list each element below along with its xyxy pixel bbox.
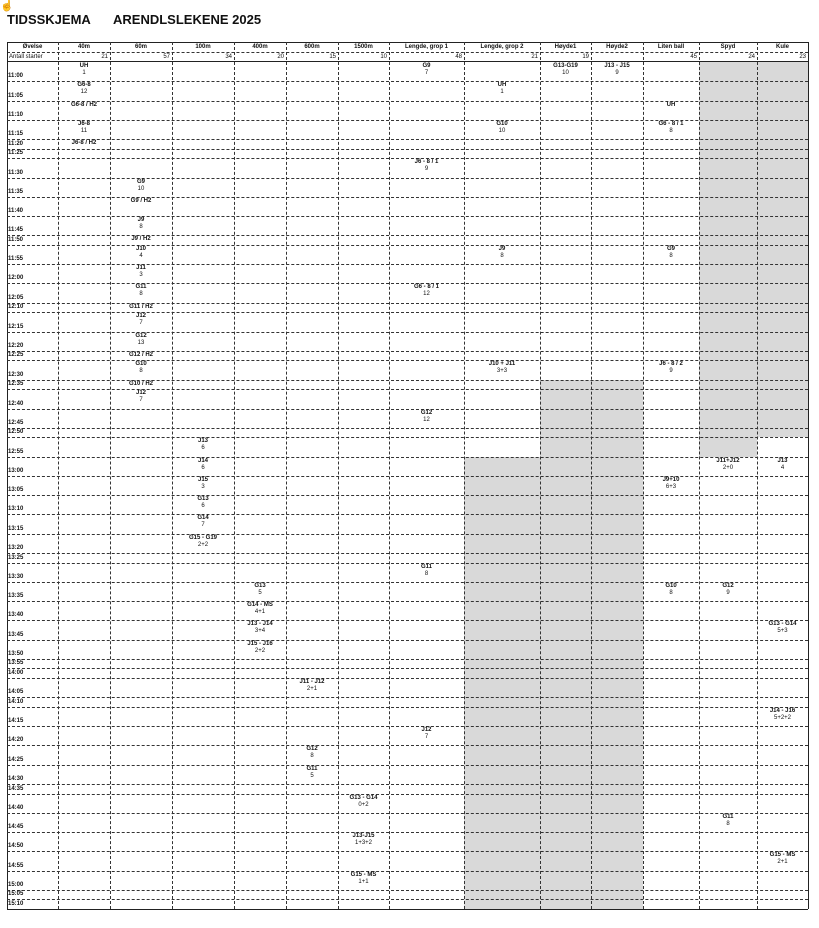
event-count: 8 <box>726 820 730 827</box>
header-row-label: Øvelse <box>22 44 43 50</box>
time-label: 11:30 <box>8 169 24 176</box>
event-count: 9 <box>726 589 730 596</box>
column-header: 40m <box>77 44 90 50</box>
event-count: 12 <box>423 416 430 423</box>
row-divider <box>7 707 808 708</box>
event-group: G11 <box>420 563 432 570</box>
time-label: 14:35 <box>8 785 24 792</box>
cursor-icon: ☝ <box>0 0 14 12</box>
event-count: 11 <box>80 127 88 134</box>
starter-count: 21 <box>101 54 108 60</box>
event-cell <box>110 304 172 311</box>
event-count: 10 <box>498 127 506 134</box>
event-cell <box>699 814 757 828</box>
time-label: 12:30 <box>8 371 24 378</box>
page-title: TIDSSKJEMA <box>7 12 91 27</box>
event-count: 9 <box>615 70 619 76</box>
time-label: 13:25 <box>8 554 24 561</box>
row-divider <box>7 534 808 535</box>
event-count: 1 <box>82 70 86 76</box>
time-label: 13:45 <box>8 631 24 638</box>
event-count: 6+3 <box>665 483 677 490</box>
starter-count: 48 <box>455 54 462 60</box>
event-group: G13 - G14 <box>349 794 378 801</box>
event-group: G11 / H2 <box>129 303 153 310</box>
event-group: G10 / H2 <box>128 380 153 387</box>
event-count: 8 <box>669 589 673 596</box>
time-label: 12:10 <box>8 304 24 311</box>
event-cell <box>172 496 234 510</box>
event-group: G15 - MS <box>769 852 796 859</box>
event-cell <box>643 361 699 375</box>
event-cell <box>757 708 808 722</box>
row-divider <box>7 81 808 82</box>
column-header: 100m <box>195 44 211 50</box>
event-cell <box>172 535 234 549</box>
event-count: 6 <box>201 445 205 452</box>
starter-count: 19 <box>582 54 589 60</box>
row-divider <box>7 890 808 891</box>
row-divider <box>7 139 808 140</box>
event-group: J11 <box>136 265 146 272</box>
time-label: 15:10 <box>8 901 24 907</box>
row-divider <box>7 428 808 429</box>
event-cell <box>464 121 540 135</box>
event-group: J6 - 8 / 2 <box>659 361 683 368</box>
event-cell <box>110 352 172 359</box>
event-cell <box>389 284 464 298</box>
event-group: G12 <box>306 746 318 753</box>
event-cell <box>234 583 286 597</box>
column-header: 1500m <box>354 44 373 50</box>
event-cell <box>58 63 110 77</box>
event-group: J13 <box>197 438 208 445</box>
time-label: 12:05 <box>8 294 24 301</box>
event-count: 5+3 <box>777 628 788 635</box>
row-divider <box>7 457 808 458</box>
time-label: 13:35 <box>8 593 24 599</box>
event-cell <box>58 121 110 135</box>
time-label: 14:00 <box>8 670 24 676</box>
event-group: G9 <box>422 63 431 69</box>
event-cell <box>110 217 172 231</box>
event-cell <box>172 438 234 452</box>
row-divider <box>7 784 808 785</box>
event-group: G13-G19 <box>553 63 578 69</box>
event-group: J14 - J16 <box>769 707 796 714</box>
event-cell <box>286 679 338 693</box>
event-count: 9 <box>669 368 673 375</box>
time-label: 14:45 <box>8 824 24 830</box>
event-group: J15 - J16 <box>247 640 273 647</box>
event-group: G9 / H2 <box>130 197 152 204</box>
column-header: Liten ball <box>657 44 685 50</box>
event-group: G14 <box>197 515 209 522</box>
starter-count: 10 <box>380 54 387 60</box>
event-cell <box>110 179 172 193</box>
event-group: J14 <box>197 457 208 464</box>
event-group: J12 <box>135 313 146 320</box>
time-label: 14:25 <box>8 756 24 763</box>
time-label: 12:15 <box>8 323 24 330</box>
event-group: J15 <box>197 476 208 483</box>
event-cell <box>464 361 540 375</box>
starter-count: 21 <box>531 54 538 60</box>
row-divider <box>7 437 808 438</box>
event-count: 7 <box>424 734 429 741</box>
time-label: 11:15 <box>8 131 24 137</box>
event-cell <box>172 458 234 472</box>
event-group: J6 - 8 / 1 <box>414 159 439 166</box>
event-count: 7 <box>201 522 205 529</box>
shaded-cell <box>464 457 540 909</box>
column-header: Høyde2 <box>606 44 628 50</box>
event-count: 6 <box>201 464 205 471</box>
row-divider <box>7 640 808 641</box>
event-count: 6 <box>201 503 205 510</box>
event-cell <box>234 602 286 616</box>
event-group: G9 <box>136 178 145 185</box>
event-cell <box>757 621 808 635</box>
starter-count: 24 <box>748 54 755 60</box>
time-label: 11:45 <box>8 227 24 234</box>
event-count: 3+4 <box>254 628 266 635</box>
time-label: 13:05 <box>8 487 24 494</box>
shaded-cell <box>540 380 591 909</box>
event-cell <box>110 313 172 327</box>
column-header: Kule <box>775 44 789 50</box>
row-divider <box>7 697 808 698</box>
event-cell <box>234 621 286 635</box>
event-group: G6-8 <box>77 82 91 89</box>
event-cell <box>643 583 699 597</box>
time-label: 15:00 <box>8 881 24 888</box>
event-cell <box>110 390 172 404</box>
event-count: 1+3+2 <box>354 840 373 846</box>
event-group: G9 <box>666 245 675 252</box>
page-subtitle: ARENDLSLEKENE 2025 <box>113 12 262 27</box>
event-cell <box>234 641 286 655</box>
event-count: 1+1 <box>358 878 369 885</box>
starter-count: 57 <box>163 54 170 60</box>
event-cell <box>110 236 172 243</box>
event-cell <box>172 477 234 491</box>
time-label: 11:40 <box>8 208 24 214</box>
event-cell <box>540 63 591 77</box>
event-cell <box>286 746 338 760</box>
time-label: 13:30 <box>8 573 24 580</box>
row-divider <box>7 745 808 746</box>
row-divider <box>7 899 808 900</box>
table-bottom-rule <box>7 909 808 910</box>
event-cell <box>58 102 110 109</box>
row-divider <box>7 495 808 496</box>
event-cell <box>110 361 172 375</box>
event-group: G10 <box>665 582 677 589</box>
event-count: 8 <box>669 252 673 259</box>
event-cell <box>757 458 808 472</box>
event-group: J9+10 <box>662 476 680 483</box>
event-cell <box>389 727 464 741</box>
event-count: 4 <box>780 464 785 471</box>
event-cell <box>110 246 172 260</box>
time-label: 12:55 <box>8 448 24 455</box>
event-group: UH <box>79 63 89 69</box>
column-header: 60m <box>134 44 147 50</box>
time-label: 12:25 <box>8 352 24 359</box>
time-label: 14:50 <box>8 843 24 850</box>
event-group: J13 - J15 <box>604 63 630 69</box>
event-group: G12 <box>722 582 734 589</box>
event-count: 8 <box>139 224 143 230</box>
event-group: J13 <box>777 457 788 464</box>
column-header: 600m <box>304 44 320 50</box>
shaded-cell <box>757 62 808 437</box>
event-group: G6 - 8 / 1 <box>658 120 684 127</box>
time-label: 14:20 <box>8 737 24 744</box>
column-header: Høyde1 <box>554 44 577 50</box>
event-group: J9 <box>498 245 506 252</box>
event-group: G13 - G14 <box>768 621 797 628</box>
event-cell <box>338 833 389 847</box>
event-group: J13-J15 <box>352 833 375 839</box>
event-cell <box>591 63 643 77</box>
event-cell <box>338 872 389 886</box>
time-label: 11:50 <box>8 236 24 243</box>
row-divider <box>7 794 808 795</box>
event-group: G11 <box>306 765 318 772</box>
time-label: 15:05 <box>8 891 24 898</box>
time-label: 13:00 <box>8 467 24 474</box>
header-starters-label: Antall starter <box>9 54 43 60</box>
time-label: 13:40 <box>8 612 24 619</box>
time-label: 13:20 <box>8 544 24 551</box>
event-group: J11+J12 <box>716 457 740 464</box>
header-bottom-rule <box>7 61 808 62</box>
time-label: 11:55 <box>8 256 24 263</box>
row-divider <box>7 871 808 872</box>
starter-count: 34 <box>225 54 232 60</box>
event-count: 4+1 <box>254 609 266 615</box>
time-label: 12:00 <box>8 275 24 282</box>
event-cell <box>643 102 699 109</box>
event-count: 9 <box>424 166 429 173</box>
event-group: J10 + J11 <box>488 361 516 368</box>
row-divider <box>7 668 808 669</box>
time-label: 14:05 <box>8 689 24 696</box>
event-cell <box>389 63 464 77</box>
event-count: 2+2 <box>254 647 266 654</box>
event-group: G13 <box>197 496 209 503</box>
event-count: 2+0 <box>722 464 734 471</box>
time-label: 12:35 <box>8 381 24 388</box>
time-label: 14:15 <box>8 718 24 725</box>
time-label: 14:30 <box>8 775 24 782</box>
column-divider <box>808 42 809 909</box>
time-label: 14:55 <box>8 862 24 869</box>
event-group: J10 <box>135 245 146 252</box>
time-label: 13:50 <box>8 650 24 657</box>
event-cell <box>464 82 540 96</box>
event-count: 3+3 <box>496 368 508 375</box>
event-group: G6 - 8 / 1 <box>413 284 439 291</box>
event-cell <box>643 246 699 260</box>
time-label: 12:20 <box>8 342 24 349</box>
column-header: Spyd <box>720 44 736 50</box>
event-group: G12 <box>420 409 433 416</box>
event-count: 7 <box>139 397 143 404</box>
event-group: G11 <box>722 813 734 820</box>
time-label: 13:55 <box>8 660 24 667</box>
event-count: 8 <box>139 368 143 375</box>
row-divider <box>7 659 808 660</box>
event-cell <box>757 852 808 866</box>
event-group: UH <box>497 82 507 89</box>
event-count: 7 <box>139 320 143 327</box>
event-cell <box>338 795 389 809</box>
shaded-cell <box>591 380 643 909</box>
event-count: 3 <box>201 483 205 490</box>
event-count: 13 <box>137 339 145 346</box>
event-count: 0+2 <box>358 801 369 808</box>
starter-count: 20 <box>277 54 284 60</box>
event-count: 5 <box>310 772 314 779</box>
event-group: G13 <box>254 582 266 589</box>
event-cell <box>110 198 172 205</box>
event-count: 8 <box>500 252 504 259</box>
column-header: Lengde, grop 1 <box>404 44 448 50</box>
time-label: 11:05 <box>8 92 24 99</box>
event-count: 5 <box>258 589 262 596</box>
event-cell <box>110 284 172 298</box>
event-count: 12 <box>80 89 88 96</box>
time-label: 11:25 <box>8 150 24 157</box>
event-group: J6-8 <box>77 120 90 127</box>
event-count: 2+1 <box>777 859 788 866</box>
time-label: 13:15 <box>8 525 24 532</box>
event-group: G15 - MS <box>350 871 377 878</box>
event-count: 2+2 <box>197 541 209 548</box>
column-header: 400m <box>252 44 268 50</box>
time-label: 14:10 <box>8 698 24 705</box>
event-count: 10 <box>137 185 145 192</box>
row-divider <box>7 149 808 150</box>
row-divider <box>7 765 808 766</box>
event-group: G10 <box>496 120 508 127</box>
event-cell <box>389 564 464 578</box>
event-cell <box>286 766 338 780</box>
event-cell <box>389 159 464 173</box>
event-cell <box>58 82 110 96</box>
event-count: 8 <box>139 291 143 298</box>
event-group: G6-8 / H2 <box>70 101 97 108</box>
shaded-cell <box>699 62 757 457</box>
event-cell <box>110 381 172 388</box>
time-label: 11:10 <box>8 111 24 118</box>
event-count: 3 <box>139 272 143 279</box>
event-count: 4 <box>139 252 143 259</box>
event-group: J13 - J14 <box>247 621 273 628</box>
time-label: 11:20 <box>8 140 24 147</box>
row-divider <box>7 678 808 679</box>
event-cell <box>110 265 172 279</box>
event-group: G15 - G19 <box>188 534 217 541</box>
event-count: 7 <box>424 70 429 76</box>
time-label: 13:10 <box>8 506 24 513</box>
event-count: 5+2+2 <box>773 714 792 721</box>
row-divider <box>7 620 808 621</box>
event-group: J11 - J12 <box>299 679 325 685</box>
event-cell <box>464 246 540 260</box>
event-group: G14 - MS <box>247 602 273 608</box>
event-count: 8 <box>669 127 673 134</box>
time-label: 11:35 <box>8 188 24 195</box>
event-group: G12 <box>135 332 147 339</box>
starter-count: 23 <box>799 54 806 60</box>
event-cell <box>58 140 110 147</box>
time-label: 12:40 <box>8 400 24 407</box>
row-divider <box>7 832 808 833</box>
event-group: G11 <box>135 284 147 291</box>
event-count: 1 <box>500 89 504 96</box>
event-count: 10 <box>562 70 569 76</box>
event-count: 2+1 <box>306 686 318 692</box>
event-cell <box>110 333 172 347</box>
row-divider <box>7 601 808 602</box>
event-count: 12 <box>423 291 430 298</box>
time-label: 14:40 <box>8 804 24 811</box>
time-label: 12:45 <box>8 419 24 426</box>
time-label: 11:00 <box>8 73 24 80</box>
event-group: J9 / H2 <box>131 236 151 243</box>
event-count: 8 <box>310 753 314 760</box>
event-cell <box>389 410 464 424</box>
event-group: J12 <box>135 390 146 397</box>
event-group: G10 <box>135 361 147 368</box>
event-cell <box>172 515 234 529</box>
event-group: J9 <box>137 217 145 223</box>
starter-count: 45 <box>690 54 697 60</box>
row-divider <box>7 514 808 515</box>
event-cell <box>643 121 699 135</box>
starter-count: 15 <box>329 54 336 60</box>
event-cell <box>699 458 757 472</box>
row-divider <box>7 851 808 852</box>
event-cell <box>699 583 757 597</box>
time-label: 12:50 <box>8 429 24 436</box>
row-divider <box>7 813 808 814</box>
event-cell <box>643 477 699 491</box>
event-group: G12 / H2 <box>128 351 153 358</box>
row-divider <box>7 553 808 554</box>
event-group: J6-8 / H2 <box>71 140 97 146</box>
event-count: 8 <box>424 570 429 577</box>
event-group: UH <box>666 101 676 108</box>
column-header: Lengde, grop 2 <box>480 44 524 50</box>
event-group: J12 <box>421 727 432 734</box>
